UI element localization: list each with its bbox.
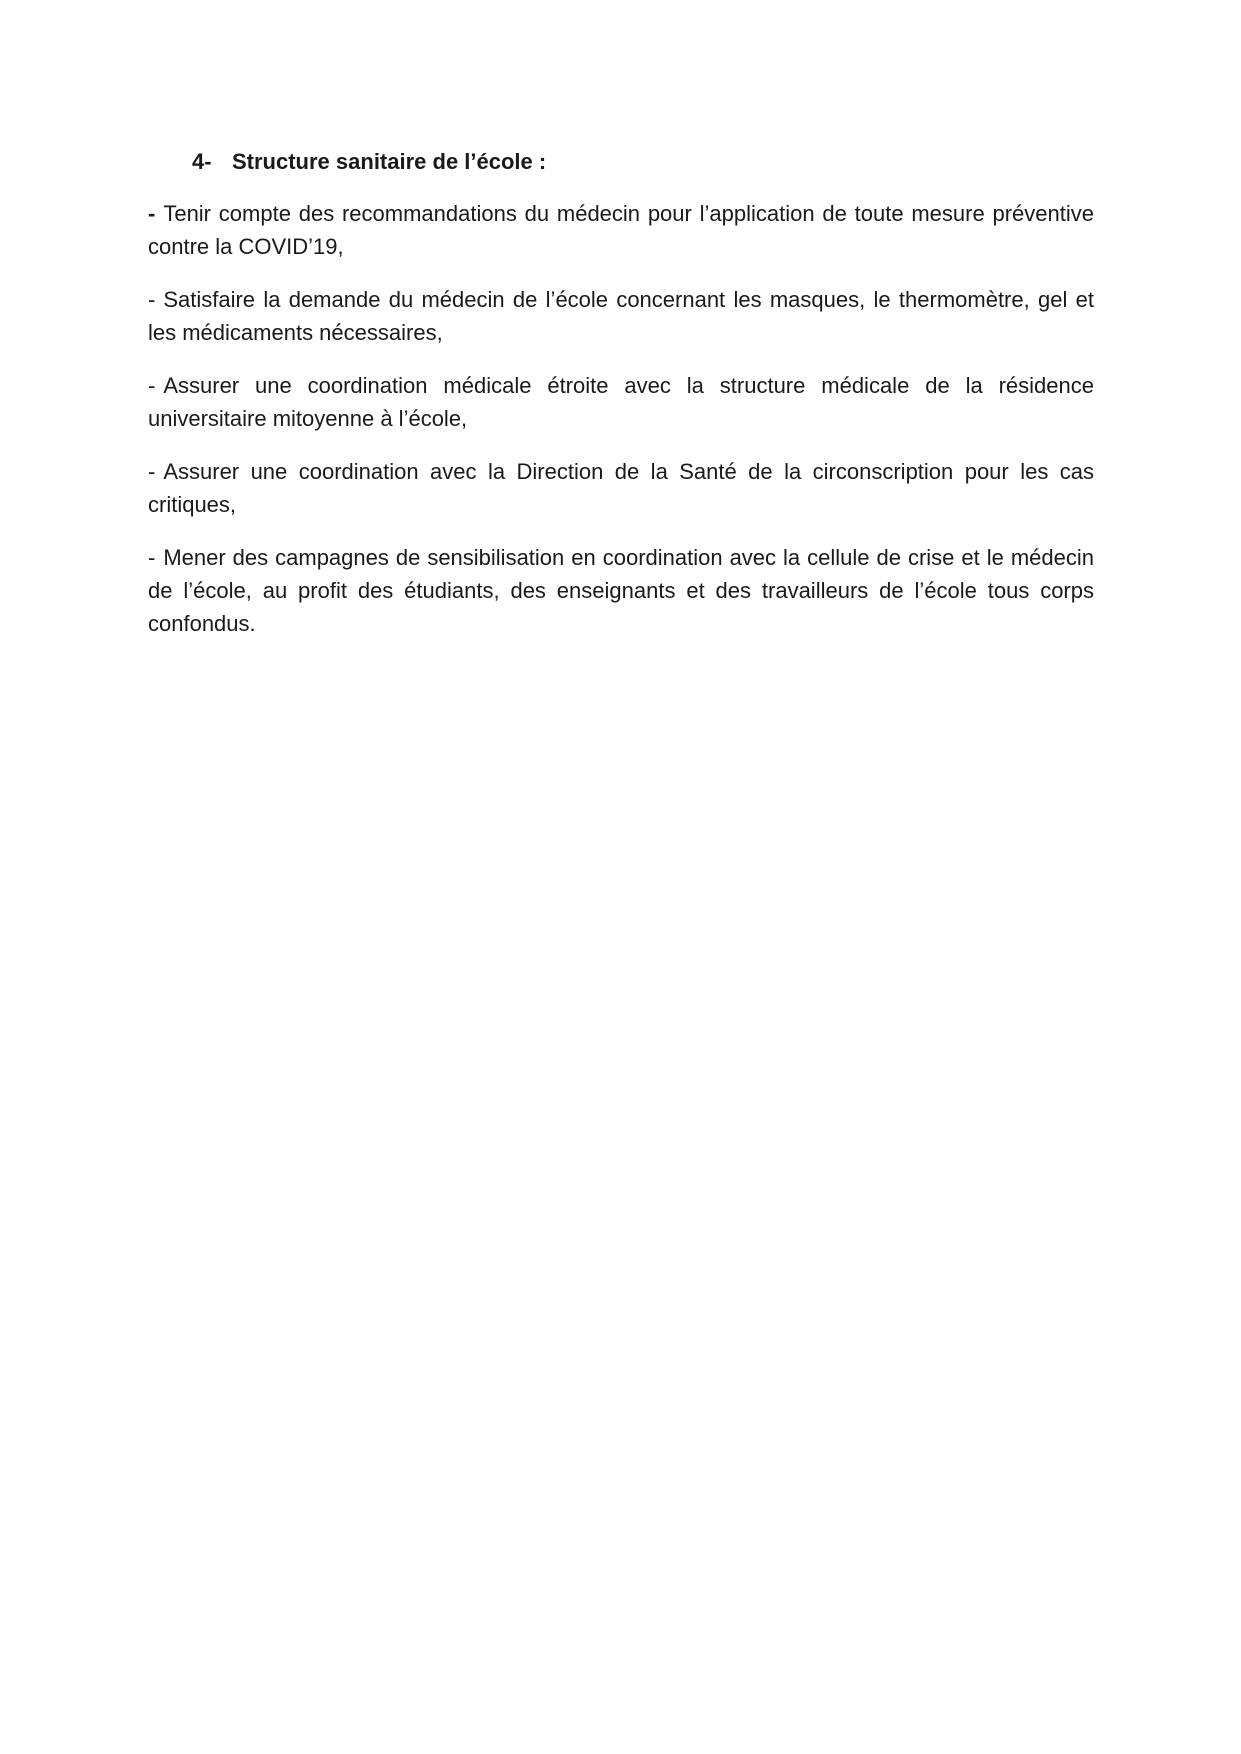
bullet-dash: - — [148, 544, 156, 570]
section-heading — [192, 148, 1094, 177]
paragraph-text: Mener des campagnes de sensibilisation en coordination avec la cellule de crise et le médecin de l’école, au profit des étudiants, des enseignants et des travailleurs de l’école tous corps confondus. — [148, 544, 1094, 636]
section-number: 4- — [192, 149, 212, 174]
section-title: Structure sanitaire de l’école : — [232, 149, 547, 174]
bullet-dash: - — [148, 372, 156, 398]
bullet-dash: - — [148, 200, 156, 226]
bullet-dash: - — [148, 286, 156, 312]
paragraph-medical-coordination — [148, 369, 1094, 435]
paragraph-text: Tenir compte des recommandations du médecin pour l’application de toute mesure préventive contre la COVID’19, — [148, 200, 1094, 259]
paragraph-text: Assurer une coordination médicale étroite avec la structure médicale de la résidence universitaire mitoyenne à l’école, — [148, 372, 1094, 431]
paragraph-text: Assurer une coordination avec la Direction de la Santé de la circonscription pour les cas critiques, — [148, 458, 1094, 517]
paragraph-text: Satisfaire la demande du médecin de l’école concernant les masques, le thermomètre, gel et les médicaments nécessaires, — [148, 286, 1094, 345]
paragraph-medical-recommendations — [148, 197, 1094, 263]
bullet-dash: - — [148, 458, 156, 484]
paragraph-health-direction — [148, 455, 1094, 521]
paragraph-supplies-request — [148, 283, 1094, 349]
paragraph-awareness-campaigns — [148, 541, 1094, 640]
page-content — [148, 148, 1094, 660]
